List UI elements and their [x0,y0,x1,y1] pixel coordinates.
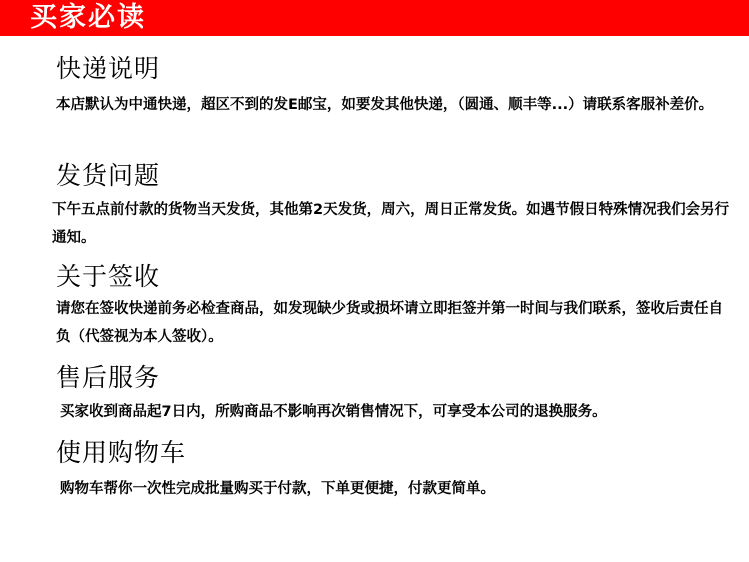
heading-dispatch-policy: 发货问题 [56,161,161,190]
text-shopping-cart: 购物车帮你一次性完成批量购买于付款，下单更便捷，付款更简单。 [60,481,495,497]
text-shipping-info: 本店默认为中通快递，超区不到的发E邮宝，如要发其他快递，（圆通、顺丰等...）请联系客服补差价。 [56,97,714,113]
heading-after-sales: 售后服务 [56,363,161,392]
heading-shopping-cart: 使用购物车 [56,438,187,467]
text-after-sales: 买家收到商品起7日内，所购商品不影响再次销售情况下，可享受本公司的退换服务。 [60,404,607,420]
heading-receipt-policy: 关于签收 [56,262,161,291]
text-receipt-policy: 请您在签收快递前务必检查商品，如发现缺少货或损坏请立即拒签并第一时间与我们联系，签收后责任自负（代签视为本人签收）。 [56,301,723,345]
header-banner [0,0,749,36]
text-dispatch-policy: 下午五点前付款的货物当天发货，其他第2天发货，周六，周日正常发货。如遇节假日特殊情况我们会另行通知。 [52,202,730,246]
heading-shipping-info: 快递说明 [56,54,161,83]
page-title: 买家必读 [30,2,146,33]
